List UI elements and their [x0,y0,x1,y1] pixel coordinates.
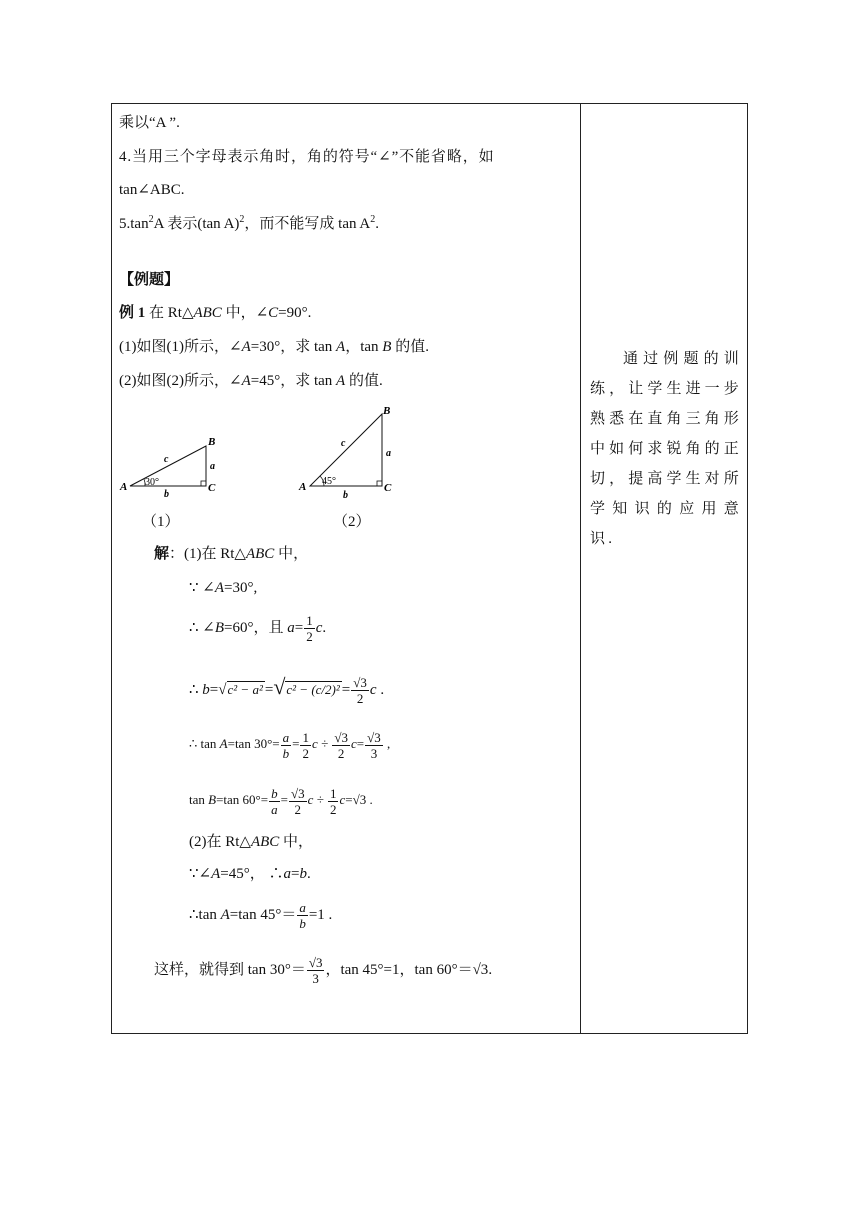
triangle-shape [310,414,382,486]
fraction [332,730,350,761]
fraction [304,613,315,644]
numerator: 1 [302,729,309,745]
text: c [351,736,357,751]
text: b [202,682,210,698]
text: ABC [250,834,280,850]
superscript: 2 [370,214,376,225]
text: A [336,373,346,389]
right-angle-mark [201,481,206,486]
fraction [307,955,325,986]
text: (2)在 Rt△ [189,834,251,850]
text: C [268,305,279,321]
text: (1)如图(1)所示，∠ [119,339,242,355]
vertex-label-b: B [208,436,216,448]
text: b [299,866,307,882]
vertex-label-c: C [384,482,392,494]
figure-2-caption: （2） [333,514,371,530]
example-statement [119,303,311,323]
rule-text: ，而不能写成 tan A [244,216,371,232]
text: tan [189,792,209,807]
text: . [306,866,311,882]
denominator: 2 [289,801,307,817]
fraction [297,900,308,931]
text: =60°，且 [224,620,288,636]
conclusion-line [154,952,492,988]
question-2 [119,371,383,391]
text: ∵ ∠ [189,580,215,596]
side-label-a: a [386,448,391,459]
text: B [214,620,225,636]
denominator: 2 [329,801,337,817]
rule-text: 乘以“A ”. [119,115,180,131]
text: ABC [245,546,275,562]
root-three: √3 [352,792,367,807]
text: 中，∠ [221,305,269,321]
text: A [241,339,251,355]
root-three: √3 [472,962,489,978]
side-label-c: c [341,438,346,449]
numerator: a [299,900,306,916]
content-table [111,103,748,1034]
vertex-label-a: A [120,481,128,493]
denominator: 2 [332,745,350,761]
solution-line-6 [189,782,373,818]
text: = [356,736,365,751]
solution-line-8 [189,864,311,884]
text: B [382,339,392,355]
text: 这样，就得到 tan 30°＝ [154,962,306,978]
text: ∴ [189,682,203,698]
radicand: c² − (c/2)² [286,682,340,697]
numerator: 1 [329,785,337,801]
figure-2-triangle [292,400,402,500]
text: A [219,736,228,751]
vertex-label-b: B [383,405,391,417]
vertex-label-a: A [299,481,307,493]
numerator: √3 [353,675,367,691]
text: A [211,866,221,882]
numerator: 1 [306,613,313,629]
solution-label: 解 [154,546,170,562]
triangle-shape [130,446,206,486]
radical-sign: √ [273,674,286,699]
denominator: 2 [351,690,369,706]
text: ABC [193,305,222,321]
text: A [241,373,251,389]
side-label-b: b [164,489,169,499]
numerator: √3 [290,785,305,801]
rule-line-0 [119,113,180,133]
teaching-note [590,344,742,554]
text: . [376,682,385,698]
rule-4-cont [119,180,185,200]
text: a [283,866,292,882]
text: = [345,792,353,807]
solution-line-4 [189,669,384,708]
column-divider [580,104,581,1033]
right-angle-mark [377,481,382,486]
solution-line-9 [189,897,332,933]
side-label-c: c [164,454,169,465]
text: (2)如图(2)所示，∠ [119,373,242,389]
denominator: 2 [306,629,313,645]
denominator: 3 [365,745,383,761]
denominator: b [282,745,290,761]
text: . [322,620,327,636]
numerator: b [271,785,278,801]
text: =tan 60°= [216,792,269,807]
superscript: 2 [239,214,245,225]
rule-text: 4.当用三个字母表示角时，角的符号“∠”不能省略，如 [119,149,495,165]
denominator: b [299,916,306,932]
text: = [264,682,274,698]
text: ∴ tan [189,736,220,751]
denominator: 2 [302,745,309,761]
fraction [328,786,339,817]
text: A [336,339,346,355]
solution-line-7 [189,832,313,852]
text: = [209,682,219,698]
text: =90°. [278,305,312,321]
radicand: c² − a² [227,682,263,697]
figure-1-triangle [112,429,232,499]
rule-text: . [375,216,379,232]
side-label-b: b [343,490,348,500]
text: =45°，求 tan [250,373,337,389]
text: = [341,682,351,698]
rule-text: 5.tan [119,216,149,232]
text: ∴tan [189,907,221,923]
text: c [339,792,346,807]
text: =1 . [308,907,333,923]
denominator: a [271,801,278,817]
numerator: a [282,729,290,745]
text: ，tan [345,339,383,355]
text: c ÷ [311,736,332,751]
rule-4 [119,147,495,167]
denominator: 3 [307,970,325,986]
text: c [315,620,323,636]
numerator: √3 [334,729,348,745]
text: B [208,792,217,807]
text: A [214,580,225,596]
fraction [269,786,280,817]
example-heading: 【例题】 [119,272,180,288]
text: . [366,792,373,807]
text: c ÷ [307,792,327,807]
text: = [294,620,304,636]
text: 的值. [391,339,429,355]
text: =tan 30°= [227,736,280,751]
solution-line-2 [189,578,257,598]
solution-line-1 [154,544,308,564]
rule-text: A 表示(tan A) [153,216,240,232]
fraction [300,730,311,761]
superscript: 2 [148,214,154,225]
figure-1-caption: （1） [142,514,180,530]
fraction [351,675,369,706]
text: 在 Rt△ [145,305,194,321]
text: = [280,792,288,807]
vertex-label-c: C [208,482,216,494]
text: 中， [279,834,314,850]
text: =tan 45°＝ [229,907,297,923]
fraction [289,786,307,817]
angle-label: 30° [145,477,159,488]
text: =30°，求 tan [250,339,337,355]
rule-5 [119,214,379,234]
text: =45°， ∴ [220,866,284,882]
numerator: √3 [308,955,323,971]
text: ∵∠ [189,866,212,882]
text: ∴ ∠ [189,620,215,636]
angle-label: 45° [322,476,336,487]
note-text: 通过例题的训练，让学生进一步熟悉在直角三角形中如何求锐角的正切，提高学生对所学知识的应用意识. [590,351,742,547]
text: 中， [274,546,309,562]
text: ：(1)在 Rt△ [169,546,246,562]
example-label: 例 1 [119,305,146,321]
question-1 [119,337,429,357]
text: = [291,866,300,882]
text: a [287,620,295,636]
text: , [383,736,391,751]
text: =30°, [224,580,258,596]
side-label-a: a [210,461,215,472]
numerator: √3 [367,729,381,745]
fraction [281,730,292,761]
rule-text: tan∠ABC. [119,182,185,198]
solution-line-3 [189,611,326,645]
text: ，tan 45°=1，tan 60°＝ [325,962,473,978]
text: = [292,736,300,751]
text: 的值. [345,373,383,389]
text: A [220,907,230,923]
text: . [488,962,493,978]
fraction [365,730,383,761]
text: c [369,682,377,698]
radical-sign: √ [218,682,227,698]
solution-line-5 [189,726,390,762]
